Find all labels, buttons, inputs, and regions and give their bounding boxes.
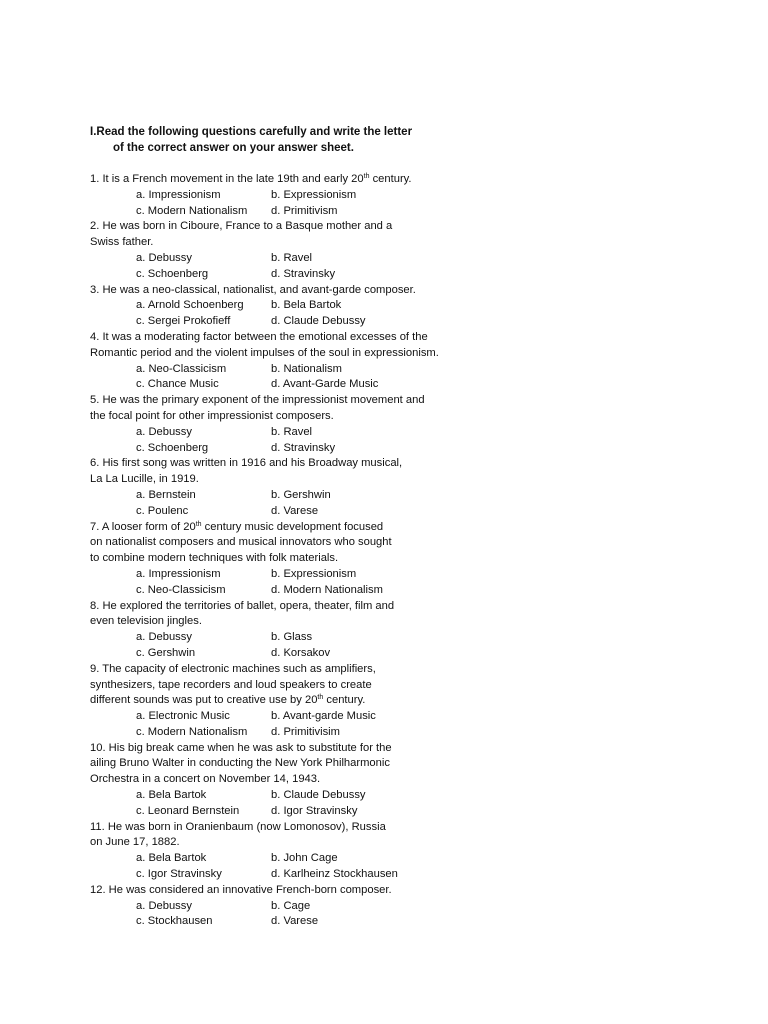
answer-option: b. Glass bbox=[271, 631, 313, 644]
option-row bbox=[90, 441, 730, 457]
question-text-line bbox=[90, 172, 730, 188]
question-text-line bbox=[90, 693, 730, 709]
text-segment: on June 17, 1882. bbox=[90, 836, 180, 849]
answer-option: d. Stravinsky bbox=[271, 441, 336, 454]
text-segment: century. bbox=[323, 694, 366, 707]
question bbox=[90, 219, 730, 282]
superscript: th bbox=[195, 520, 202, 528]
question bbox=[90, 599, 730, 662]
question-text-line bbox=[90, 472, 730, 488]
answer-option: a. Electronic Music bbox=[136, 710, 230, 723]
answer-option: a. Bela Bartok bbox=[136, 852, 207, 865]
text-segment: 7. A looser form of 20 bbox=[90, 520, 196, 533]
question bbox=[90, 883, 730, 930]
answer-option: a. Impressionism bbox=[136, 567, 221, 580]
question-list bbox=[90, 172, 730, 930]
text-segment: 4. It was a moderating factor between the emotional excesses of the bbox=[90, 330, 428, 343]
option-row bbox=[90, 298, 730, 314]
text-segment: 6. His first song was written in 1916 and his Broadway musical, bbox=[90, 457, 403, 470]
answer-option: a. Arnold Schoenberg bbox=[136, 299, 244, 312]
option-row bbox=[90, 204, 730, 220]
question-text-line bbox=[90, 346, 730, 362]
answer-option: d. Primitivism bbox=[271, 204, 338, 217]
answer-option: b. Expressionism bbox=[271, 567, 357, 580]
text-segment: synthesizers, tape recorders and loud speakers to create bbox=[90, 678, 372, 691]
question-text-line bbox=[90, 456, 730, 472]
answer-option: a. Bela Bartok bbox=[136, 789, 207, 802]
option-row bbox=[90, 267, 730, 283]
answer-option: d. Primitivisim bbox=[271, 725, 340, 738]
option-row bbox=[90, 851, 730, 867]
answer-option: b. Gershwin bbox=[271, 488, 331, 501]
option-row bbox=[90, 899, 730, 915]
option-row bbox=[90, 567, 730, 583]
superscript: th bbox=[363, 173, 370, 180]
answer-option: c. Leonard Bernstein bbox=[136, 804, 240, 817]
question-text-line bbox=[90, 520, 730, 536]
answer-option: d. Stravinsky bbox=[271, 267, 336, 280]
question bbox=[90, 393, 730, 456]
instructions-line-1: I.Read the following questions carefully and write the letter bbox=[90, 126, 413, 138]
answer-option: a. Impressionism bbox=[136, 188, 221, 201]
answer-option: d. Modern Nationalism bbox=[271, 583, 383, 596]
text-segment: 1. It is a French movement in the late 19th and early 20 bbox=[90, 173, 364, 185]
instructions bbox=[90, 124, 412, 156]
question-text-line bbox=[90, 219, 730, 235]
text-segment: Romantic period and the violent impulses of the soul in expressionism. bbox=[90, 346, 439, 359]
answer-option: c. Chance Music bbox=[136, 378, 219, 391]
answer-option: d. Claude Debussy bbox=[271, 315, 366, 328]
question bbox=[90, 283, 730, 330]
answer-option: a. Debussy bbox=[136, 899, 192, 912]
text-segment: Swiss father. bbox=[90, 236, 154, 249]
text-segment: the focal point for other impressionist composers. bbox=[90, 409, 334, 422]
option-row bbox=[90, 425, 730, 441]
answer-option: c. Igor Stravinsky bbox=[136, 868, 222, 881]
answer-option: c. Sergei Prokofieff bbox=[136, 315, 231, 328]
question-text-line bbox=[90, 614, 730, 630]
answer-option: a. Debussy bbox=[136, 251, 192, 264]
option-row bbox=[90, 488, 730, 504]
text-segment: 2. He was born in Ciboure, France to a Basque mother and a bbox=[90, 220, 393, 233]
answer-option: b. Claude Debussy bbox=[271, 789, 366, 802]
answer-option: b. Cage bbox=[271, 899, 311, 912]
option-row bbox=[90, 630, 730, 646]
option-row bbox=[90, 709, 730, 725]
question bbox=[90, 172, 730, 219]
text-segment: ailing Bruno Walter in conducting the New York Philharmonic bbox=[90, 757, 390, 770]
answer-option: b. Nationalism bbox=[271, 362, 342, 375]
question-text-line bbox=[90, 835, 730, 851]
text-segment: 8. He explored the territories of ballet, opera, theater, film and bbox=[90, 599, 395, 612]
answer-option: d. Varese bbox=[271, 504, 319, 517]
question-text-line bbox=[90, 662, 730, 678]
answer-option: d. Korsakov bbox=[271, 646, 331, 659]
text-segment: century. bbox=[369, 173, 412, 185]
answer-option: b. Bela Bartok bbox=[271, 299, 342, 312]
text-segment: Orchestra in a concert on November 14, 1943. bbox=[90, 773, 321, 786]
answer-option: d. Avant-Garde Music bbox=[271, 378, 379, 391]
option-row bbox=[90, 188, 730, 204]
question-text-line bbox=[90, 235, 730, 251]
question-text-line bbox=[90, 820, 730, 836]
option-row bbox=[90, 504, 730, 520]
option-row bbox=[90, 362, 730, 378]
option-row bbox=[90, 583, 730, 599]
text-segment: 5. He was the primary exponent of the impressionist movement and bbox=[90, 394, 425, 407]
text-segment: century music development focused bbox=[201, 520, 384, 533]
question-text-line bbox=[90, 883, 730, 899]
answer-option: c. Neo-Classicism bbox=[136, 583, 226, 596]
answer-option: c. Schoenberg bbox=[136, 441, 209, 454]
text-segment: La La Lucille, in 1919. bbox=[90, 473, 199, 486]
option-row bbox=[90, 314, 730, 330]
question bbox=[90, 330, 730, 393]
question bbox=[90, 520, 730, 599]
question-text-line bbox=[90, 678, 730, 694]
answer-option: b. Avant-garde Music bbox=[271, 710, 376, 723]
option-row bbox=[90, 914, 730, 930]
answer-option: c. Poulenc bbox=[136, 504, 189, 517]
text-segment: even television jingles. bbox=[90, 615, 202, 628]
text-segment: to combine modern techniques with folk materials. bbox=[90, 552, 339, 565]
text-segment: on nationalist composers and musical innovators who sought bbox=[90, 536, 392, 549]
option-row bbox=[90, 251, 730, 267]
option-row bbox=[90, 867, 730, 883]
answer-option: c. Modern Nationalism bbox=[136, 204, 248, 217]
option-row bbox=[90, 377, 730, 393]
text-segment: 3. He was a neo-classical, nationalist, and avant-garde composer. bbox=[90, 283, 416, 296]
answer-option: c. Modern Nationalism bbox=[136, 725, 248, 738]
answer-option: a. Bernstein bbox=[136, 488, 196, 501]
answer-option: d. Igor Stravinsky bbox=[271, 804, 358, 817]
answer-option: b. Expressionism bbox=[271, 188, 357, 201]
question-text-line bbox=[90, 409, 730, 425]
option-row bbox=[90, 646, 730, 662]
text-segment: different sounds was put to creative use by 20 bbox=[90, 694, 318, 707]
question bbox=[90, 662, 730, 741]
question-text-line bbox=[90, 330, 730, 346]
answer-option: c. Stockhausen bbox=[136, 915, 213, 928]
text-segment: 12. He was considered an innovative French-born composer. bbox=[90, 883, 392, 896]
answer-option: b. John Cage bbox=[271, 852, 338, 865]
answer-option: b. Ravel bbox=[271, 425, 313, 438]
question-text-line bbox=[90, 535, 730, 551]
answer-option: a. Neo-Classicism bbox=[136, 362, 227, 375]
answer-option: c. Gershwin bbox=[136, 646, 196, 659]
answer-option: a. Debussy bbox=[136, 631, 192, 644]
superscript: th bbox=[317, 694, 324, 702]
question bbox=[90, 820, 730, 883]
question-text-line bbox=[90, 599, 730, 615]
question bbox=[90, 741, 730, 820]
question-text-line bbox=[90, 551, 730, 567]
option-row bbox=[90, 725, 730, 741]
question-text-line bbox=[90, 393, 730, 409]
answer-option: d. Karlheinz Stockhausen bbox=[271, 868, 398, 881]
answer-option: a. Debussy bbox=[136, 425, 192, 438]
answer-option: c. Schoenberg bbox=[136, 267, 209, 280]
text-segment: 11. He was born in Oranienbaum (now Lomonosov), Russia bbox=[90, 820, 386, 833]
question-text-line bbox=[90, 756, 730, 772]
text-segment: 9. The capacity of electronic machines such as amplifiers, bbox=[90, 662, 376, 675]
text-segment: 10. His big break came when he was ask to substitute for the bbox=[90, 741, 392, 754]
option-row bbox=[90, 804, 730, 820]
instructions-line-2: of the correct answer on your answer sheet. bbox=[113, 142, 354, 154]
option-row bbox=[90, 788, 730, 804]
question-text-line bbox=[90, 741, 730, 757]
answer-option: b. Ravel bbox=[271, 251, 313, 264]
question-text-line bbox=[90, 283, 730, 299]
question-text-line bbox=[90, 772, 730, 788]
question bbox=[90, 456, 730, 519]
answer-option: d. Varese bbox=[271, 915, 319, 928]
